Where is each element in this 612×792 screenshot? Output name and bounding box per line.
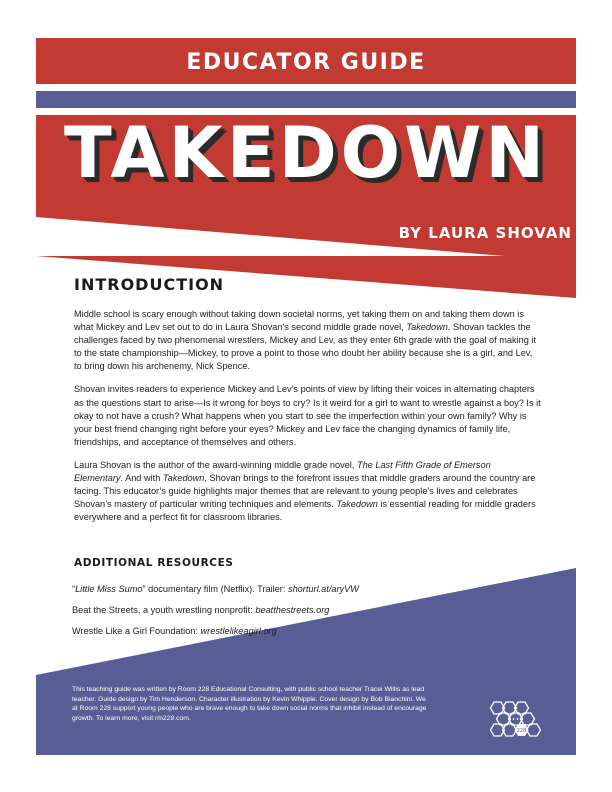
book-title: TAKEDOWN [64,112,548,194]
room228-hexagon-logo-icon [484,700,544,748]
introduction-heading: INTRODUCTION [74,275,225,294]
text-run: . And with [120,473,163,484]
resources-list [72,582,472,645]
italic-text: Takedown [406,322,448,333]
resource-item [72,603,472,617]
text-run: is essential reading for middle graders everywhere and a perfect fit for classroom libraries. [74,499,536,523]
text-run: . Shovan tackles the challenges faced by two phenomenal wrestlers, Mickey and Lev, as they enter 6th grade with the goal of making it to the state championship—Mickey, to prove a point to those who doubt her ability because she is a girl, and Lev, to bring down his archenemy, Nick Spence. [74,322,537,372]
text-run: Wrestle Like a Girl Foundation: [72,626,201,636]
italic-text: shorturl.at/aryVW [287,584,359,594]
text-run: “ [72,584,76,594]
text-run: ” documentary film (Netflix). Trailer: [142,584,288,594]
author-byline: BY LAURA SHOVAN [398,224,572,242]
italic-text: Takedown [336,499,378,510]
resource-item [72,582,472,596]
svg-text:228: 228 [516,728,527,734]
educator-guide-label: EDUCATOR GUIDE [186,49,426,75]
text-run: Beat the Streets, a youth wrestling nonprofit: [72,605,256,615]
text-run: , Shovan brings to the forefront issues that middle graders around the country are facing. This educator’s guide highlights major themes that are relevant to young people’s lives and celebrates Shovan’s mastery of particular writing techniques and elements. [74,473,536,510]
intro-paragraph-2 [74,383,542,448]
text-run: Laura Shovan is the author of the award-winning middle grade novel, [74,459,357,470]
credits-text: This teaching guide was written by Room 228 Educational Consulting, with public school teacher Tracei Willis as lead teacher. Guide design by Tim Henderson. Character illustration by Kevin Whipple. Cover design by Bob Bianchini. We at Room 228 support young people who are brave enough to take down social norms that inhibit instead of encourage growth. To learn more, visit rm228.com. [72,686,427,722]
italic-text: The Last Fifth Grade of Emerson Elementary [74,459,491,484]
intro-paragraph-1 [74,308,542,373]
italic-text: Takedown [162,473,205,484]
text-run: Middle school is scary enough without taking down societal norms, yet taking them on and taking them down is what Mickey and Lev set out to do in Laura Shovan’s second middle grade novel, [74,309,524,333]
additional-resources-heading: ADDITIONAL RESOURCES [74,557,234,569]
header-blue-stripe [36,91,576,108]
italic-text: beatthestreets.org [255,605,330,615]
introduction-body [74,308,542,534]
resource-item [72,624,472,638]
italic-text: wrestlelikeagirl.org [200,626,277,636]
intro-paragraph-3 [74,459,542,524]
italic-text: Little Miss Sumo [75,584,143,594]
text-run: Shovan invites readers to experience Mickey and Lev’s points of view by lifting their voices in alternating chapters as the questions start to arise—Is it wrong for boys to cry? Is it weird for a girl to want to wrestle against a boy? Is it okay to not have a crush? What happens when you start to see the imperfection within your own family? Why is your best friend changing right before your eyes? Mickey and Lev face the changing dynamics of family life, friendships, and acceptance of themselves and others. [74,384,541,447]
